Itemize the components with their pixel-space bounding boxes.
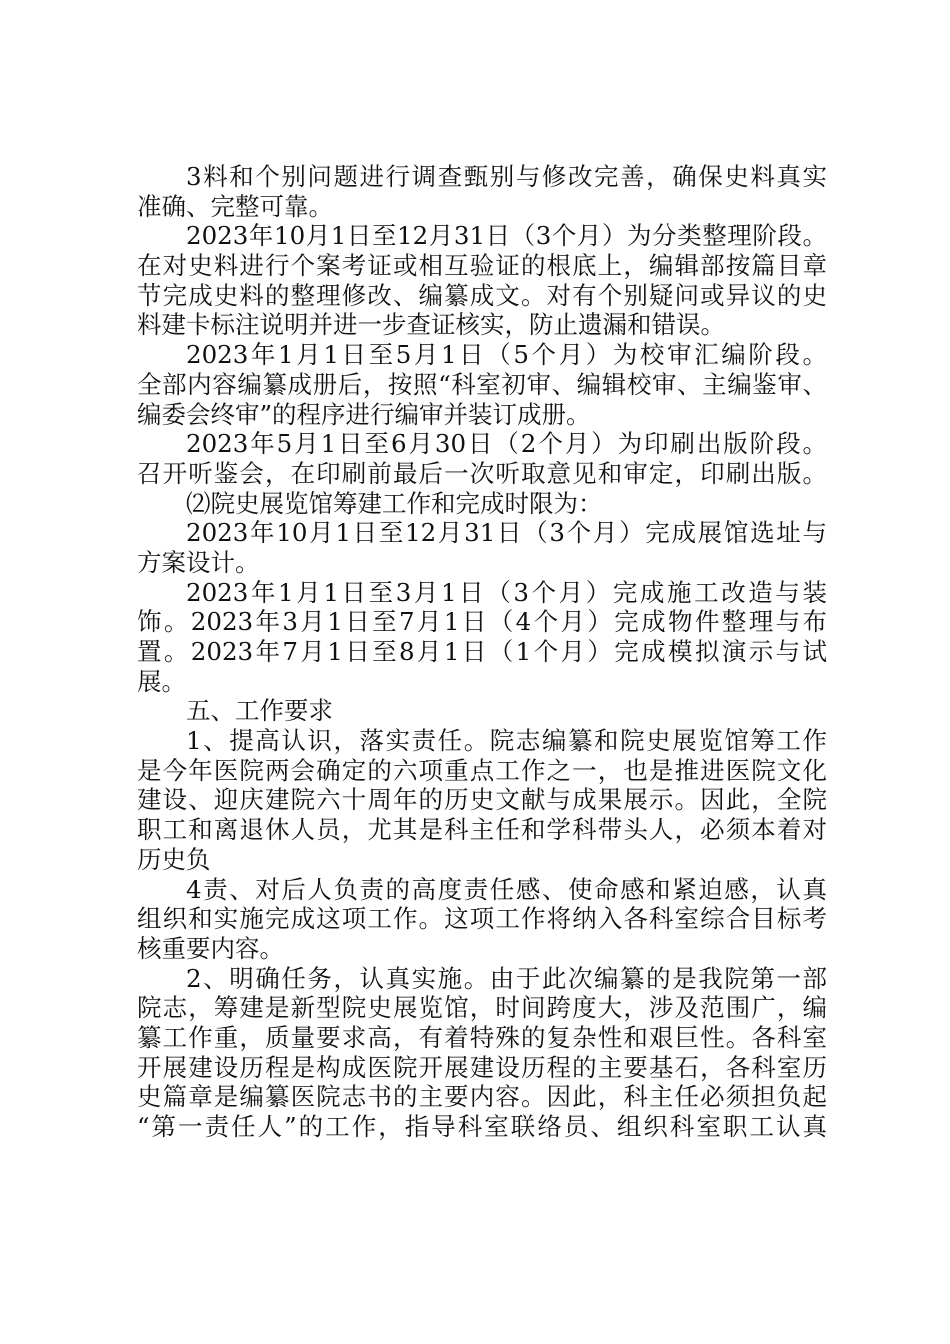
text-line: 职工和离退休人员，尤其是科主任和学科带头人，必须本着对 — [137, 815, 827, 845]
text-line: 是今年医院两会确定的六项重点工作之一，也是推进医院文化 — [137, 755, 827, 785]
text-line: 2023年10月1日至12月31日（3个月）完成展馆选址与 — [186, 518, 827, 548]
text-line: ⑵院史展览馆筹建工作和完成时限为： — [186, 488, 603, 518]
text-line: 纂工作重，质量要求高，有着特殊的复杂性和艰巨性。各科室 — [137, 1022, 827, 1052]
text-line: 2023年10月1日至12月31日（3个月）为分类整理阶段。 — [186, 221, 827, 251]
section-heading: 五、工作要求 — [186, 696, 333, 726]
text-line: 组织和实施完成这项工作。这项工作将纳入各科室综合目标考 — [137, 904, 827, 934]
text-line: 建设、迎庆建院六十周年的历史文献与成果展示。因此，全院 — [137, 785, 827, 815]
text-line: 编委会终审”的程序进行编审并装订成册。 — [137, 399, 591, 429]
text-line: 院志，筹建是新型院史展览馆，时间跨度大，涉及范围广，编 — [137, 993, 827, 1023]
text-line: 2023年5月1日至6月30日（2个月）为印刷出版阶段。 — [186, 429, 827, 459]
text-line: 2、明确任务，认真实施。由于此次编纂的是我院第一部 — [186, 963, 827, 993]
text-line: 在对史料进行个案考证或相互验证的根底上，编辑部按篇目章 — [137, 251, 827, 281]
text-line: 全部内容编纂成册后，按照“科室初审、编辑校审、主编鉴审、 — [137, 369, 827, 399]
text-line: 料建卡标注说明并进一步查证核实，防止遗漏和错误。 — [137, 310, 725, 340]
text-line: 4责、对后人负责的高度责任感、使命感和紧迫感，认真 — [186, 874, 827, 904]
text-line: 史篇章是编纂医院志书的主要内容。因此，科主任必须担负起 — [137, 1082, 827, 1112]
text-line: 核重要内容。 — [137, 933, 284, 963]
text-line: 1、提高认识，落实责任。院志编纂和院史展览馆筹工作 — [186, 726, 827, 756]
text-line: 2023年1月1日至5月1日（5个月）为校审汇编阶段。 — [186, 340, 827, 370]
text-line: 3料和个别问题进行调查甄别与修改完善，确保史料真实 — [186, 162, 827, 191]
text-line: 准确、完整可靠。 — [137, 191, 333, 221]
text-line: 展。 — [137, 666, 186, 696]
text-line: “第一责任人”的工作，指导科室联络员、组织科室职工认真 — [137, 1112, 827, 1141]
text-line: 节完成史料的整理修改、编纂成文。对有个别疑问或异议的史 — [137, 280, 827, 310]
document-body — [137, 162, 827, 1142]
text-line: 召开听鉴会，在印刷前最后一次听取意见和审定，印刷出版。 — [137, 458, 827, 488]
text-line: 历史负 — [137, 844, 211, 874]
text-line: 开展建设历程是构成医院开展建设历程的主要基石，各科室历 — [137, 1052, 827, 1082]
text-line: 饰。2023年3月1日至7月1日（4个月）完成物件整理与布 — [137, 607, 827, 637]
text-line: 置。2023年7月1日至8月1日（1个月）完成模拟演示与试 — [137, 637, 827, 666]
text-line: 2023年1月1日至3月1日（3个月）完成施工改造与装 — [186, 577, 827, 607]
text-line: 方案设计。 — [137, 547, 260, 577]
